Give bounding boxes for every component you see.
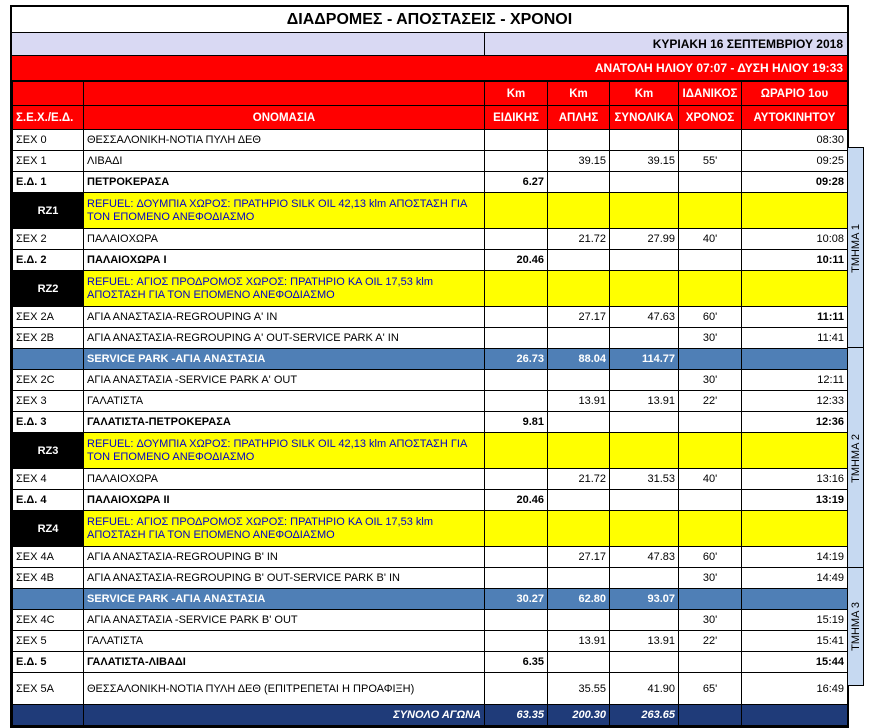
refuel-row [13,271,848,307]
row-name: ΓΑΛΑΤΙΣΤΑ [84,631,485,652]
km-total: 114.77 [610,349,679,370]
refuel-blank-cell [742,193,848,229]
stage-row [13,172,848,193]
refuel-blank-cell [610,193,679,229]
refuel-blank-cell [548,511,610,547]
name-header: ΟΝΟΜΑΣΙΑ [84,106,485,130]
header-row-2 [13,106,848,130]
km-liaison: 39.15 [548,151,610,172]
schedule-time: 15:44 [742,652,848,673]
sunrise-sunset: ΑΝΑΤΟΛΗ ΗΛΙΟΥ 07:07 - ΔΥΣΗ ΗΛΙΟΥ 19:33 [12,56,847,81]
km-special: 6.27 [485,172,548,193]
row-code [13,589,84,610]
stage-row [13,412,848,433]
schedule-time: 10:08 [742,229,848,250]
km-liaison [548,412,610,433]
refuel-info: REFUEL: ΔΟΥΜΠΙΑ ΧΩΡΟΣ: ΠΡΑΤΗΡΙΟ SILK OIL 42,13 klm ΑΠΟΣΤΑΣΗ ΓΙΑ ΤΟΝ ΕΠΟΜΕΝΟ ΑΝΕΦΟΔΙΑΣΜΟ [84,433,485,469]
time-control-row [13,229,848,250]
ideal-time: 30' [679,610,742,631]
row-name: ΓΑΛΑΤΙΣΤΑ-ΛΙΒΑΔΙ [84,652,485,673]
row-code: ΣΕΧ 0 [13,130,84,151]
row-code: ΣΕΧ 2Α [13,307,84,328]
refuel-blank-cell [548,433,610,469]
time-control-row [13,547,848,568]
refuel-blank-cell [610,511,679,547]
code-header: Σ.Ε.Χ./Ε.Δ. [13,106,84,130]
km-liaison [548,172,610,193]
schedule-time: 10:11 [742,250,848,271]
km-special: 20.46 [485,250,548,271]
schedule-header: ΩΡΑΡΙΟ 1ου [742,82,848,106]
row-name: ΠΑΛΑΙΟΧΩΡΑ ΙΙ [84,490,485,511]
km-liaison [548,490,610,511]
km-liaison: 13.91 [548,391,610,412]
refuel-zone-code: RZ2 [13,271,84,307]
schedule-time: 11:41 [742,328,848,349]
row-code [13,349,84,370]
schedule-time [742,349,848,370]
row-name: ΘΕΣΣΑΛΟΝΙΚΗ-ΝΟΤΙΑ ΠΥΛΗ ΔΕΘ (ΕΠΙΤΡΕΠΕΤΑΙ Η ΠΡΟΑΦΙΞΗ) [84,673,485,705]
time-control-row [13,568,848,589]
km-liaison [548,610,610,631]
refuel-blank-cell [485,433,548,469]
time-control-row [13,631,848,652]
km-special [485,631,548,652]
ideal-time: 55' [679,151,742,172]
refuel-blank-cell [679,433,742,469]
row-code: ΣΕΧ 4Β [13,568,84,589]
time-control-row [13,469,848,490]
time-control-row [13,610,848,631]
km-liaison: 62.80 [548,589,610,610]
itinerary-table [12,81,848,726]
row-name: ΑΓΙΑ ΑΝΑΣΤΑΣΙΑ-REGROUPING A' IN [84,307,485,328]
time-control-row [13,370,848,391]
section-2-label: ΤΜΗΜΑ 2 [847,347,864,569]
row-code: ΣΕΧ 4Α [13,547,84,568]
refuel-zone-code: RZ4 [13,511,84,547]
km-special [485,469,548,490]
km-total: 13.91 [610,631,679,652]
refuel-blank-cell [485,511,548,547]
row-name: ΓΑΛΑΤΙΣΤΑ-ΠΕΤΡΟΚΕΡΑΣΑ [84,412,485,433]
refuel-blank-cell [742,511,848,547]
stage-row [13,652,848,673]
itinerary-sheet [10,5,849,728]
km-total [610,370,679,391]
schedule-time [742,589,848,610]
km-special [485,229,548,250]
km-liaison [548,328,610,349]
row-code: ΣΕΧ 5 [13,631,84,652]
km-total: 27.99 [610,229,679,250]
ideal-time [679,490,742,511]
ideal-time [679,589,742,610]
schedule-time: 14:49 [742,568,848,589]
km-liaison: 21.72 [548,469,610,490]
schedule-time: 12:33 [742,391,848,412]
ideal-time: 40' [679,229,742,250]
refuel-blank-cell [610,433,679,469]
schedule-time: 14:19 [742,547,848,568]
row-code: ΣΕΧ 4 [13,469,84,490]
km-liaison: 27.17 [548,547,610,568]
ideal-time: 30' [679,328,742,349]
km-special [485,328,548,349]
refuel-row [13,511,848,547]
km-liaison: 13.91 [548,631,610,652]
schedule-time: 09:25 [742,151,848,172]
schedule-time: 13:16 [742,469,848,490]
km-special [485,307,548,328]
refuel-zone-code: RZ3 [13,433,84,469]
row-code: ΣΕΧ 4C [13,610,84,631]
refuel-row [13,193,848,229]
time-control-row [13,130,848,151]
row-code: Ε.Δ. 3 [13,412,84,433]
ideal-time [679,250,742,271]
row-name: ΑΓΙΑ ΑΝΑΣΤΑΣΙΑ -SERVICE PARK A' OUT [84,370,485,391]
row-code: ΣΕΧ 2 [13,229,84,250]
date-row [12,33,847,56]
ideal-time-subheader: ΧΡΟΝΟΣ [679,106,742,130]
row-name: ΠΑΛΑΙΟΧΩΡΑ Ι [84,250,485,271]
km-liaison: 21.72 [548,229,610,250]
stage-row [13,250,848,271]
refuel-blank-cell [742,271,848,307]
section-1-label: ΤΜΗΜΑ 1 [847,147,864,349]
time-control-row [13,151,848,172]
km-total: 47.83 [610,547,679,568]
schedule-time: 13:19 [742,490,848,511]
refuel-info: REFUEL: ΑΓΙΟΣ ΠΡΟΔΡΟΜΟΣ ΧΩΡΟΣ: ΠΡΑΤΗΡΙΟ ΚΑ OIL 17,53 klm ΑΠΟΣΤΑΣΗ ΓΙΑ ΤΟΝ ΕΠΟΜΕΝΟ ΑΝΕΦΟΔΙΑΣΜΟ [84,271,485,307]
km-total: 47.63 [610,307,679,328]
refuel-blank-cell [610,271,679,307]
km-total [610,130,679,151]
km-special [485,391,548,412]
km-liaison-subheader: ΑΠΛΗΣ [548,106,610,130]
km-liaison [548,250,610,271]
total-km-liaison: 200.30 [548,705,610,726]
total-row [13,705,848,726]
km-liaison: 27.17 [548,307,610,328]
km-total [610,328,679,349]
km-total [610,250,679,271]
refuel-row [13,433,848,469]
stage-row [13,490,848,511]
ideal-time: 40' [679,469,742,490]
km-total: 93.07 [610,589,679,610]
ideal-time: 60' [679,547,742,568]
schedule-time: 11:11 [742,307,848,328]
row-name: SERVICE PARK -ΑΓΙΑ ΑΝΑΣΤΑΣΙΑ [84,589,485,610]
km-total-header: Km [610,82,679,106]
section-3-label: ΤΜΗΜΑ 3 [847,567,864,686]
km-total [610,490,679,511]
total-km-special: 63.35 [485,705,548,726]
time-control-row [13,673,848,705]
row-name: ΠΕΤΡΟΚΕΡΑΣΑ [84,172,485,193]
ideal-time [679,130,742,151]
time-control-row [13,307,848,328]
km-liaison: 88.04 [548,349,610,370]
refuel-blank-cell [679,511,742,547]
km-special: 6.35 [485,652,548,673]
row-code: Ε.Δ. 2 [13,250,84,271]
ideal-time [679,652,742,673]
row-name: ΘΕΣΣΑΛΟΝΙΚΗ-ΝΟΤΙΑ ΠΥΛΗ ΔΕΘ [84,130,485,151]
refuel-blank-cell [548,271,610,307]
row-name: ΑΓΙΑ ΑΝΑΣΤΑΣΙΑ-REGROUPING B' OUT-SERVICE PARK B' IN [84,568,485,589]
service-park-row [13,349,848,370]
refuel-zone-code: RZ1 [13,193,84,229]
row-name: ΠΑΛΑΙΟΧΩΡΑ [84,229,485,250]
service-park-row [13,589,848,610]
refuel-blank-cell [679,193,742,229]
schedule-time: 12:36 [742,412,848,433]
km-special: 26.73 [485,349,548,370]
km-special: 9.81 [485,412,548,433]
total-km-total: 263.65 [610,705,679,726]
km-special [485,673,548,705]
ideal-time: 30' [679,370,742,391]
row-name: ΛΙΒΑΔΙ [84,151,485,172]
total-label: ΣΥΝΟΛΟ ΑΓΩΝΑ [84,705,485,726]
schedule-time: 15:41 [742,631,848,652]
row-code: ΣΕΧ 5Α [13,673,84,705]
km-liaison: 35.55 [548,673,610,705]
row-name: SERVICE PARK -ΑΓΙΑ ΑΝΑΣΤΑΣΙΑ [84,349,485,370]
row-name: ΓΑΛΑΤΙΣΤΑ [84,391,485,412]
schedule-subheader: ΑΥΤΟΚΙΝΗΤΟΥ [742,106,848,130]
km-total: 39.15 [610,151,679,172]
row-name: ΑΓΙΑ ΑΝΑΣΤΑΣΙΑ -SERVICE PARK B' OUT [84,610,485,631]
km-total: 13.91 [610,391,679,412]
km-liaison [548,130,610,151]
schedule-time: 15:19 [742,610,848,631]
km-liaison [548,652,610,673]
km-special-header: Km [485,82,548,106]
ideal-time: 60' [679,307,742,328]
total-blank [679,705,742,726]
time-control-row [13,328,848,349]
total-blank [742,705,848,726]
schedule-time: 16:49 [742,673,848,705]
refuel-blank-cell [679,271,742,307]
km-special: 30.27 [485,589,548,610]
page-title: ΔΙΑΔΡΟΜΕΣ - ΑΠΟΣΤΑΣΕΙΣ - ΧΡΟΝΟΙ [12,7,847,33]
time-control-row [13,391,848,412]
refuel-blank-cell [485,271,548,307]
km-special [485,568,548,589]
km-total [610,652,679,673]
row-code: Ε.Δ. 4 [13,490,84,511]
km-total: 41.90 [610,673,679,705]
total-blank [13,705,84,726]
row-code: Ε.Δ. 1 [13,172,84,193]
schedule-time: 09:28 [742,172,848,193]
schedule-time: 12:11 [742,370,848,391]
row-code: ΣΕΧ 2Β [13,328,84,349]
km-special [485,130,548,151]
km-special: 20.46 [485,490,548,511]
ideal-time: 30' [679,568,742,589]
refuel-blank-cell [485,193,548,229]
refuel-blank-cell [548,193,610,229]
header-row-1 [13,82,848,106]
km-total [610,172,679,193]
refuel-info: REFUEL: ΔΟΥΜΠΙΑ ΧΩΡΟΣ: ΠΡΑΤΗΡΙΟ SILK OIL 42,13 klm ΑΠΟΣΤΑΣΗ ΓΙΑ ΤΟΝ ΕΠΟΜΕΝΟ ΑΝΕΦΟΔΙΑΣΜΟ [84,193,485,229]
km-total: 31.53 [610,469,679,490]
row-code: ΣΕΧ 1 [13,151,84,172]
row-code: ΣΕΧ 3 [13,391,84,412]
event-date: ΚΥΡΙΑΚΗ 16 ΣΕΠΤΕΜΒΡΙΟΥ 2018 [652,37,843,51]
schedule-time: 08:30 [742,130,848,151]
refuel-info: REFUEL: ΑΓΙΟΣ ΠΡΟΔΡΟΜΟΣ ΧΩΡΟΣ: ΠΡΑΤΗΡΙΟ ΚΑ OIL 17,53 klm ΑΠΟΣΤΑΣΗ ΓΙΑ ΤΟΝ ΕΠΟΜΕΝΟ ΑΝΕΦΟΔΙΑΣΜΟ [84,511,485,547]
ideal-time [679,412,742,433]
row-code: ΣΕΧ 2C [13,370,84,391]
row-name: ΑΓΙΑ ΑΝΑΣΤΑΣΙΑ-REGROUPING B' IN [84,547,485,568]
row-name: ΠΑΛΑΙΟΧΩΡΑ [84,469,485,490]
km-total [610,568,679,589]
km-liaison [548,568,610,589]
ideal-time [679,349,742,370]
km-special-subheader: ΕΙΔΙΚΗΣ [485,106,548,130]
km-total [610,610,679,631]
ideal-time [679,172,742,193]
ideal-time: 22' [679,631,742,652]
km-liaison-header: Km [548,82,610,106]
km-special [485,547,548,568]
km-special [485,151,548,172]
km-special [485,370,548,391]
ideal-time: 22' [679,391,742,412]
ideal-time-header: ΙΔΑΝΙΚΟΣ [679,82,742,106]
km-special [485,610,548,631]
km-total-subheader: ΣΥΝΟΛΙΚΑ [610,106,679,130]
row-name: ΑΓΙΑ ΑΝΑΣΤΑΣΙΑ-REGROUPING A' OUT-SERVICE PARK A' IN [84,328,485,349]
km-liaison [548,370,610,391]
ideal-time: 65' [679,673,742,705]
row-code: Ε.Δ. 5 [13,652,84,673]
refuel-blank-cell [742,433,848,469]
km-total [610,412,679,433]
